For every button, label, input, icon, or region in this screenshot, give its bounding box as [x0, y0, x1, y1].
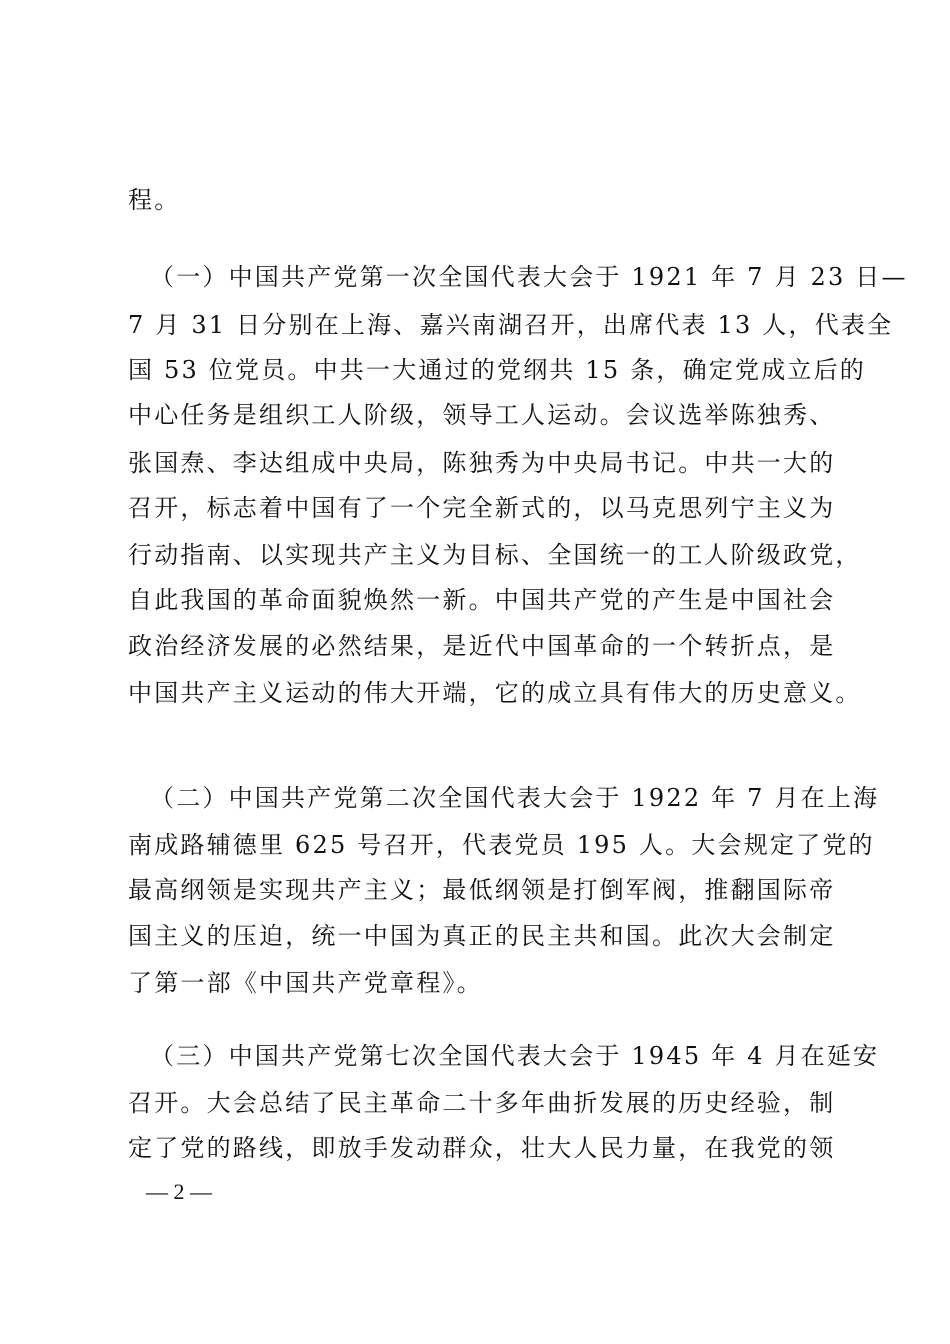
paragraph-2-line: 国主义的压迫，统一中国为真正的民主共和国。此次大会制定: [128, 922, 836, 950]
paragraph-2-line: 了第一部《中国共产党章程》。: [128, 969, 483, 997]
page-number: — 2 —: [146, 1179, 212, 1204]
paragraph-3-line: （三）中国共产党第七次全国代表大会于 1945 年 4 月在延安: [150, 1042, 880, 1070]
paragraph-1-line: （一）中国共产党第一次全国代表大会于 1921 年 7 月 23 日—: [150, 263, 908, 291]
paragraph-3-line: 召开。大会总结了民主革命二十多年曲折发展的历史经验，制: [128, 1089, 836, 1117]
paragraph-1-line: 张国焘、李达组成中央局，陈独秀为中央局书记。中共一大的: [128, 449, 836, 477]
paragraph-1-line: 召开，标志着中国有了一个完全新式的，以马克思列宁主义为: [128, 494, 836, 522]
paragraph-1-line: 7 月 31 日分别在上海、嘉兴南湖召开，出席代表 13 人，代表全: [128, 311, 894, 339]
paragraph-1-line: 中国共产主义运动的伟大开端，它的成立具有伟大的历史意义。: [128, 679, 862, 707]
paragraph-1-line: 政治经济发展的必然结果，是近代中国革命的一个转折点，是: [128, 632, 836, 660]
paragraph-2-line: （二）中国共产党第二次全国代表大会于 1922 年 7 月在上海: [150, 784, 880, 812]
paragraph-1-line: 行动指南、以实现共产主义为目标、全国统一的工人阶级政党，: [128, 541, 862, 569]
paragraph-2-line: 最高纲领是实现共产主义；最低纲领是打倒军阀，推翻国际帝: [128, 876, 836, 904]
paragraph-1-line: 国 53 位党员。中共一大通过的党纲共 15 条，确定党成立后的: [128, 356, 866, 384]
text-line: 程。: [128, 186, 181, 214]
paragraph-1-line: 自此我国的革命面貌焕然一新。中国共产党的产生是中国社会: [128, 586, 836, 614]
paragraph-1-line: 中心任务是组织工人阶级，领导工人运动。会议选举陈独秀、: [128, 401, 836, 429]
paragraph-3-line: 定了党的路线，即放手发动群众，壮大人民力量，在我党的领: [128, 1134, 836, 1162]
paragraph-2-line: 南成路辅德里 625 号召开，代表党员 195 人。大会规定了党的: [128, 831, 875, 859]
